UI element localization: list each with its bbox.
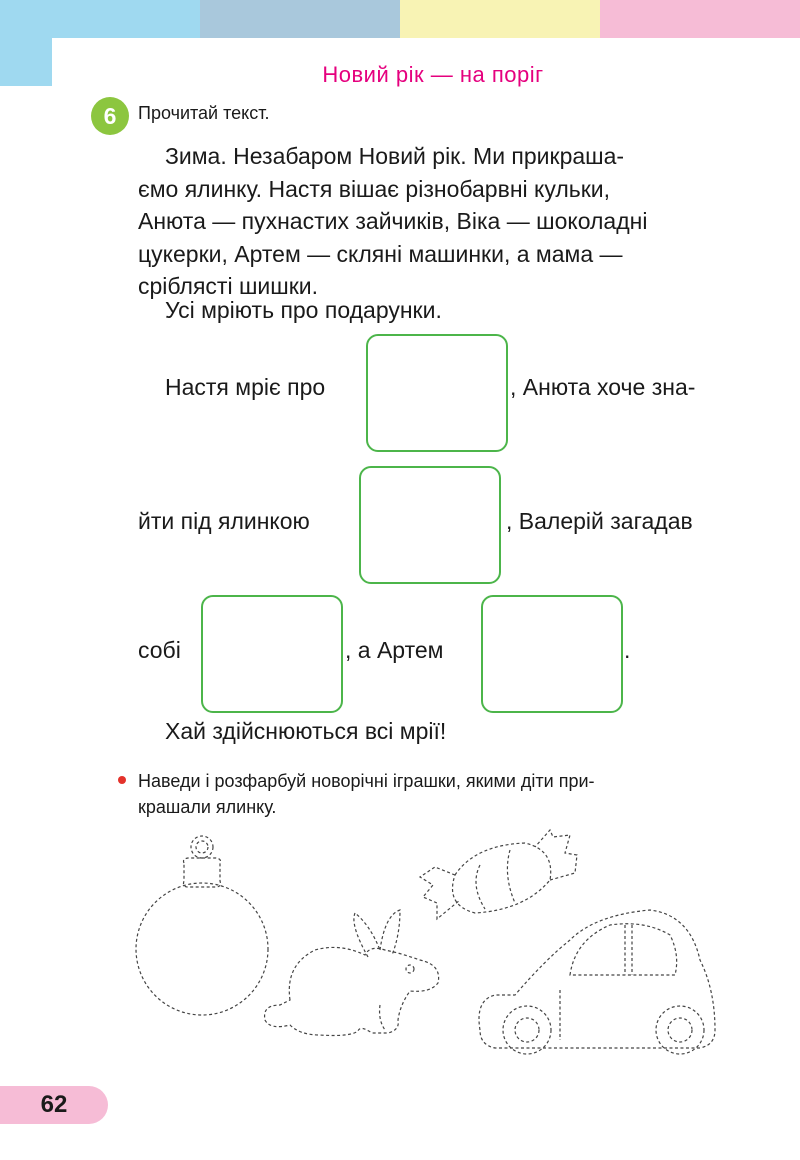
- fill-text: .: [624, 637, 631, 663]
- text-line: Зима. Незабаром Новий рік. Ми прикраша-: [165, 143, 625, 169]
- text-line: Анюта — пухнастих зайчиків, Віка — шоколадні: [138, 208, 648, 234]
- instruction-line: крашали ялинку.: [138, 797, 277, 817]
- fill-text: , а Артем: [345, 637, 444, 663]
- coloring-drawings: [120, 825, 740, 1065]
- top-bar-grayblue: [200, 0, 400, 38]
- text-line: Усі мріють про подарунки.: [165, 297, 442, 323]
- task-instruction: Прочитай текст.: [138, 103, 270, 123]
- fill-text: Настя мріє про: [165, 374, 326, 400]
- text-line: цукерки, Артем — скляні машинки, а мама —: [138, 240, 623, 267]
- page-title: Новий рік — на поріг: [322, 62, 544, 87]
- bullet-dot: [118, 776, 126, 784]
- instruction-line: Наведи і розфарбуй новорічні іграшки, якими діти при-: [138, 771, 595, 791]
- top-bar-yellow: [400, 0, 600, 38]
- fill-text: собі: [138, 637, 181, 663]
- answer-box-4[interactable]: [481, 595, 623, 713]
- fill-text: , Анюта хоче зна-: [510, 374, 696, 400]
- text-line: сріблясті шишки.: [138, 273, 319, 299]
- answer-box-2[interactable]: [359, 466, 501, 584]
- fill-text: йти під ялинкою: [138, 508, 310, 534]
- top-bar-pink: [600, 0, 800, 38]
- car-outline-icon[interactable]: [479, 910, 715, 1054]
- fill-text: , Валерій загадав: [506, 508, 693, 534]
- ornament-ball-outline-icon[interactable]: [136, 836, 268, 1015]
- candy-outline-icon[interactable]: [420, 830, 577, 919]
- text-line: ємо ялинку. Настя вішає різнобарвні кульки,: [138, 175, 611, 202]
- task-number-badge: 6: [91, 97, 129, 135]
- coloring-instruction: [138, 768, 728, 820]
- reading-paragraph: [138, 140, 728, 303]
- answer-box-3[interactable]: [201, 595, 343, 713]
- top-color-bar: [0, 0, 800, 38]
- closing-line: Хай здійснюються всі мрії!: [165, 718, 447, 744]
- answer-box-1[interactable]: [366, 334, 508, 452]
- rabbit-outline-icon[interactable]: [265, 910, 439, 1036]
- page-number: 62: [0, 1086, 108, 1124]
